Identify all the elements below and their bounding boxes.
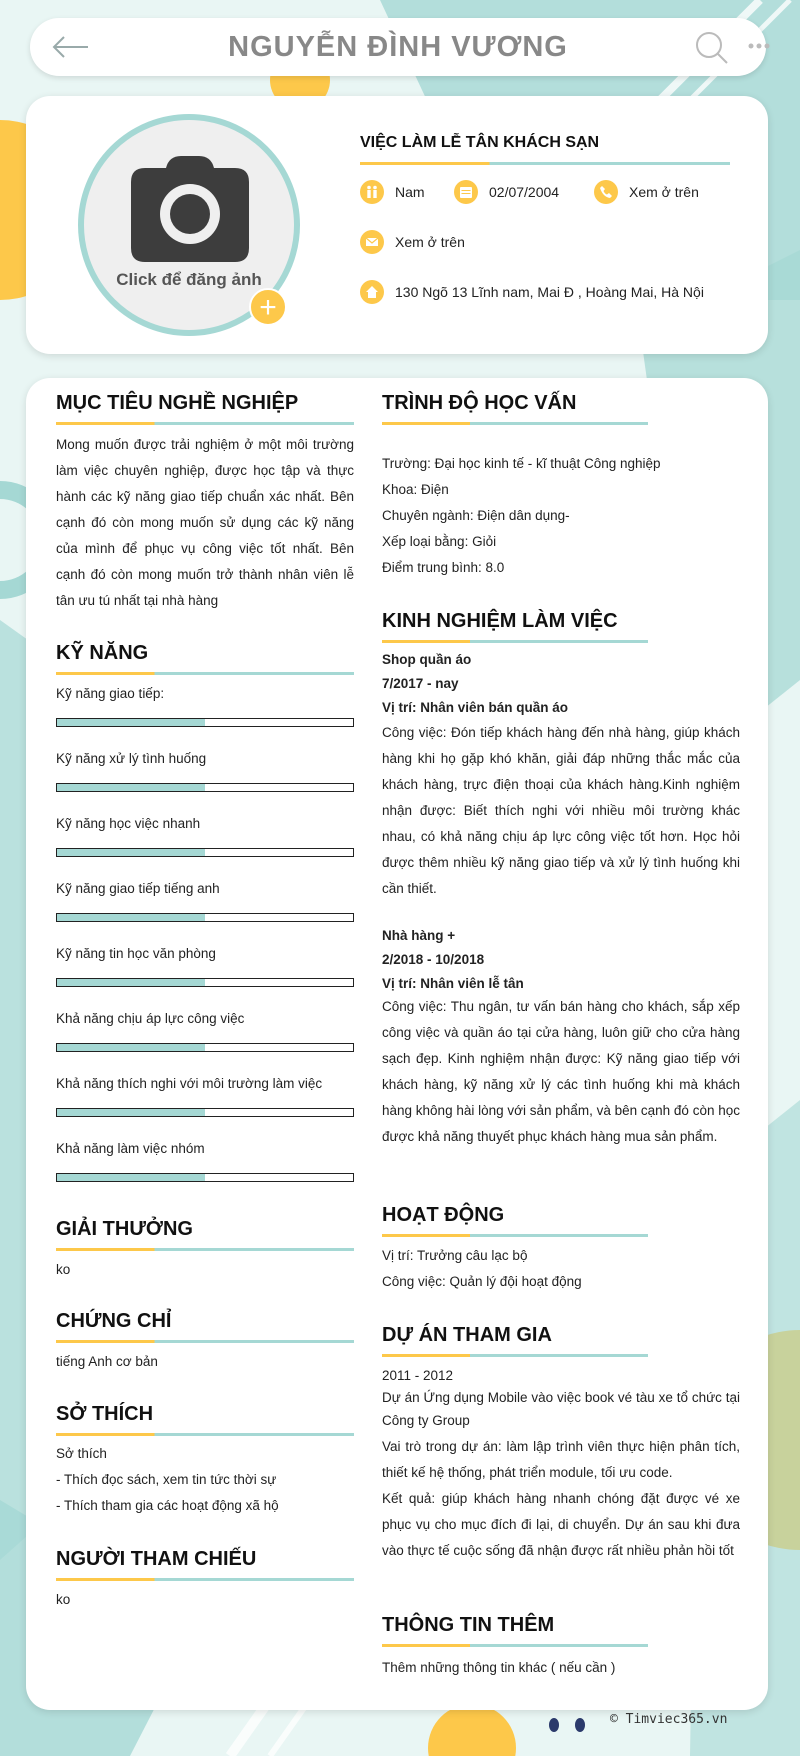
gender-info	[360, 180, 425, 204]
education-line: Điểm trung bình: 8.0	[382, 560, 505, 575]
upload-photo-label: Click để đăng ảnh	[116, 270, 262, 289]
search-icon[interactable]	[694, 30, 730, 66]
skill-bar	[56, 1043, 354, 1052]
section-underline	[382, 1234, 648, 1237]
section-underline	[56, 672, 354, 675]
skill-label: Khả năng thích nghi với môi trường làm việc	[56, 1076, 323, 1091]
resume-body-card	[26, 378, 768, 1710]
add-photo-button[interactable]: +	[249, 288, 287, 326]
extra-info-title: THÔNG TIN THÊM	[382, 1614, 555, 1636]
projects-title: DỰ ÁN THAM GIA	[382, 1324, 552, 1346]
hobbies-line: Sở thích	[56, 1446, 107, 1461]
birthdate-info	[454, 180, 559, 204]
certificates-text: tiếng Anh cơ bản	[56, 1354, 158, 1369]
home-icon	[360, 280, 384, 304]
objective-text: Mong muốn được trải nghiệm ở một môi trường làm việc chuyên nghiệp, được học tập và thực hành các kỹ năng giao tiếp chuẩn xác nhất. Bên cạnh đó còn mong muốn sử dụng các kỹ năng của mình để phục vụ công việc tốt nhất. Bên cạnh đó còn mong muốn trở thành nhân viên lễ tân ưu tú nhất tại nhà hàng	[56, 437, 354, 608]
job-description: Công việc: Đón tiếp khách hàng đến nhà hàng, giúp khách hàng khi họ gặp khó khăn, giải đáp những thắc mắc của khách hàng, trực điện thoại của khách hàng.Kinh nghiệm nhận được: Biết thích nghi với nhiều môi trường khác nhau, có khả năng chịu áp lực công việc tốt hơn. Học hỏi được thêm nhiều kỹ năng giao tiếp và xử lý tình huống khi cần thiết.	[382, 725, 740, 896]
hobbies-line: - Thích tham gia các hoạt động xã hộ	[56, 1498, 279, 1513]
education-line: Khoa: Điện	[382, 482, 449, 497]
education-line: Xếp loại bằng: Giỏi	[382, 534, 497, 549]
hobbies-title: SỞ THÍCH	[56, 1403, 154, 1425]
section-underline	[382, 1644, 648, 1647]
skill-bar-fill	[57, 719, 205, 726]
top-bar	[30, 18, 766, 76]
profile-card	[26, 96, 768, 354]
project-period: 2011 - 2012	[382, 1368, 454, 1383]
skills-title: KỸ NĂNG	[56, 642, 149, 664]
address-value: 130 Ngõ 13 Lĩnh nam, Mai Đ , Hoàng Mai, Hà Nội	[395, 284, 704, 300]
job-period: 7/2017 - nay	[382, 676, 459, 691]
skill-label: Kỹ năng xử lý tình huống	[56, 751, 207, 766]
more-options-icon[interactable]	[748, 38, 770, 54]
objective-title: MỤC TIÊU NGHỀ NGHIỆP	[56, 392, 299, 414]
skill-bar-fill	[57, 849, 205, 856]
job-period: 2/2018 - 10/2018	[382, 952, 485, 967]
education-line: Chuyên ngành: Điện dân dụng-	[382, 508, 570, 523]
section-underline	[56, 422, 354, 425]
project-role: Vai trò trong dự án: làm lập trình viên thực hiện phân tích, thiết kế hệ thống, phát triển module, tối ưu code.	[382, 1439, 740, 1480]
job-position: Vị trí: Nhân viên lễ tân	[382, 976, 524, 991]
section-underline	[56, 1433, 354, 1436]
experience-title: KINH NGHIỆM LÀM VIỆC	[382, 610, 618, 632]
references-title: NGƯỜI THAM CHIẾU	[56, 1548, 257, 1570]
email-info	[360, 230, 465, 254]
skill-label: Kỹ năng giao tiếp tiếng anh	[56, 881, 220, 896]
section-underline	[56, 1340, 354, 1343]
skill-label: Khả năng làm việc nhóm	[56, 1141, 205, 1156]
calendar-icon	[454, 180, 478, 204]
awards-title: GIẢI THƯỞNG	[56, 1218, 193, 1240]
job-position: Vị trí: Nhân viên bán quần áo	[382, 700, 569, 715]
skill-bar-fill	[57, 1174, 205, 1181]
activities-line: Công việc: Quản lý đội hoạt động	[382, 1274, 582, 1289]
project-result: Kết quả: giúp khách hàng nhanh chóng đặt được vé xe phục vụ cho mục đích đi lại, di chuyển. Dự án sau khi đưa vào thực tế cuộc sống đã nhận được rất nhiều phản hồi tốt	[382, 1491, 740, 1558]
hobbies-line: - Thích đọc sách, xem tin tức thời sự	[56, 1472, 277, 1487]
phone-icon	[594, 180, 618, 204]
camera-icon	[131, 156, 249, 262]
job-title-underline	[360, 162, 730, 165]
skill-bar-fill	[57, 1044, 205, 1051]
skill-bar-fill	[57, 784, 205, 791]
skill-bar	[56, 978, 354, 987]
email-value: Xem ở trên	[395, 234, 465, 250]
skill-label: Kỹ năng học việc nhanh	[56, 816, 201, 831]
footer-credit: © Timviec365.vn	[610, 1712, 728, 1727]
skill-bar-fill	[57, 979, 205, 986]
references-text: ko	[56, 1592, 71, 1607]
job-company: Shop quần áo	[382, 652, 472, 667]
skill-bar-fill	[57, 914, 205, 921]
job-description: Công việc: Thu ngân, tư vấn bán hàng cho khách, sắp xếp công việc và quần áo tại cửa hàng, luôn giữ cho cửa hàng sạch đẹp. Kinh nghiệm nhận được: Kỹ năng giao tiếp với khách hàng, kỹ năng xử lý các tình huống khi mà khách hàng không hài lòng với sản phẩm, và bên cạnh đó còn học được khả năng thuyết phục khách hàng mua sản phẩm.	[382, 999, 740, 1144]
skill-label: Kỹ năng tin học văn phòng	[56, 946, 216, 961]
skill-bar	[56, 783, 354, 792]
gender-icon	[360, 180, 384, 204]
address-info	[360, 280, 704, 304]
phone-value: Xem ở trên	[629, 184, 699, 200]
skill-bar	[56, 913, 354, 922]
section-underline	[56, 1248, 354, 1251]
footer-dots-icon	[546, 1716, 592, 1734]
section-underline	[382, 1354, 648, 1357]
skill-bar	[56, 718, 354, 727]
activities-title: HOẠT ĐỘNG	[382, 1204, 505, 1226]
education-line: Trường: Đại học kinh tế - kĩ thuật Công nghiệp	[382, 456, 661, 471]
birthdate-value: 02/07/2004	[489, 184, 560, 200]
extra-info-text: Thêm những thông tin khác ( nếu cần )	[382, 1660, 616, 1675]
awards-text: ko	[56, 1262, 71, 1277]
email-icon	[360, 230, 384, 254]
section-underline	[56, 1578, 354, 1581]
skill-label: Kỹ năng giao tiếp:	[56, 686, 165, 701]
skill-bar	[56, 1108, 354, 1117]
phone-info	[594, 180, 699, 204]
certificates-title: CHỨNG CHỈ	[56, 1310, 172, 1332]
skill-bar	[56, 848, 354, 857]
education-title: TRÌNH ĐỘ HỌC VẤN	[382, 392, 577, 414]
activities-line: Vị trí: Trưởng câu lạc bộ	[382, 1248, 528, 1263]
candidate-name: NGUYỄN ĐÌNH VƯƠNG	[228, 31, 568, 63]
job-title: VIỆC LÀM LỄ TÂN KHÁCH SẠN	[360, 134, 600, 151]
job-company: Nhà hàng +	[382, 928, 456, 943]
skill-bar-fill	[57, 1109, 205, 1116]
section-underline	[382, 422, 648, 425]
skill-label: Khả năng chịu áp lực công việc	[56, 1011, 245, 1026]
section-underline	[382, 640, 648, 643]
gender-value: Nam	[395, 184, 425, 200]
avatar-upload[interactable]	[78, 114, 300, 336]
project-name: Dự án Ứng dụng Mobile vào việc book vé tàu xe tổ chức tại Công ty Group	[382, 1390, 740, 1428]
skill-bar	[56, 1173, 354, 1182]
